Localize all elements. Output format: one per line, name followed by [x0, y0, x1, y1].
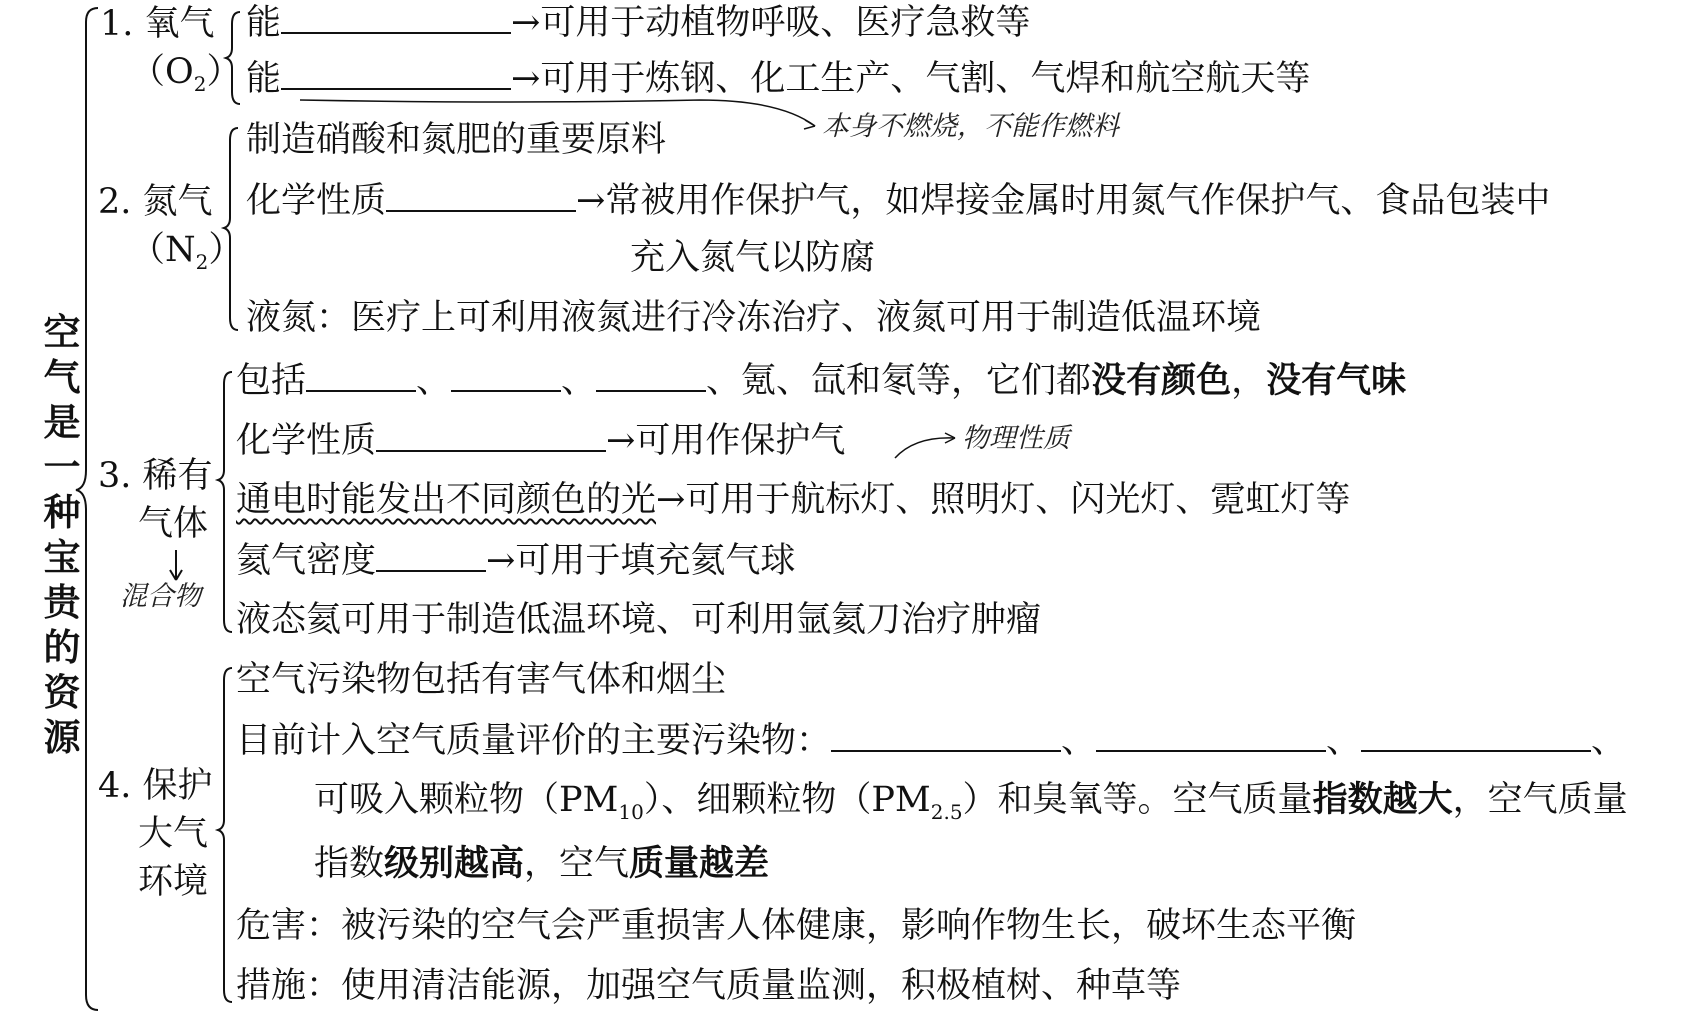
section-oxygen-formula: $(O_2)$ — [130, 52, 242, 96]
root-char: 宝 — [43, 536, 81, 579]
protect-row-2: 目前计入空气质量评价的主要污染物： 、 、 、 — [236, 721, 1627, 761]
noble-row-5: 液态氦可用于制造低温环境、可利用氩氦刀治疗肿瘤 — [236, 600, 1042, 640]
blank-field[interactable] — [376, 420, 606, 452]
oxygen-note: 本身不燃烧，不能作燃料 — [822, 111, 1119, 142]
blank-field[interactable] — [451, 360, 561, 392]
root-char: 源 — [43, 716, 81, 759]
blank-field[interactable] — [376, 540, 486, 572]
oxygen-row-1: 能 →可用于动植物呼吸、医疗急救等 — [246, 3, 1031, 43]
root-char: 贵 — [43, 581, 81, 624]
blank-field[interactable] — [386, 180, 576, 212]
noble-row-4: 氦气密度 →可用于填充氦气球 — [236, 541, 796, 581]
noble-row-3: 通电时能发出不同颜色的光→可用于航标灯、照明灯、闪光灯、霓虹灯等 — [236, 480, 1351, 520]
blank-field[interactable] — [281, 2, 511, 34]
root-char: 是 — [43, 401, 81, 444]
root-char: 一 — [43, 446, 81, 489]
blank-field[interactable] — [306, 360, 416, 392]
nitrogen-row-1: 制造硝酸和氮肥的重要原料 — [246, 120, 667, 160]
blank-field[interactable] — [831, 720, 1061, 752]
section-nitrogen-formula: $(N_2)$ — [130, 230, 244, 274]
section-nitrogen-label: 2. 氮气 — [98, 182, 213, 222]
root-title — [40, 310, 84, 760]
blank-field[interactable] — [596, 360, 706, 392]
section-protect-label-1: 4. 保护 — [98, 766, 213, 806]
blank-field[interactable] — [1361, 720, 1591, 752]
protect-row-3: 可吸入颗粒物$(PM_{10})$、细颗粒物$(PM_{2.5})$和臭氧等。空气质量指数越大，空气质量 — [314, 779, 1628, 824]
mixture-note: 混合物 — [120, 581, 201, 612]
oxygen-row-2: 能 →可用于炼钢、化工生产、气割、气焊和航空航天等 — [246, 59, 1311, 99]
noble-row-1: 包括 、 、 、氪、氙和氡等，它们都没有颜色，没有气味 — [236, 360, 1407, 401]
blank-field[interactable] — [1096, 720, 1326, 752]
root-char: 的 — [43, 626, 81, 669]
root-char: 种 — [43, 491, 81, 534]
section-noble-label-1: 3. 稀有 — [98, 456, 213, 496]
nitrogen-row-2-cont: 充入氮气以防腐 — [630, 238, 876, 278]
root-char: 资 — [43, 671, 81, 714]
brace-protection — [218, 668, 232, 1002]
protect-row-1: 空气污染物包括有害气体和烟尘 — [236, 660, 727, 700]
blank-field[interactable] — [281, 58, 511, 90]
section-protect-label-2: 大气 — [138, 814, 209, 854]
protect-row-6: 措施：使用清洁能源，加强空气质量监测，积极植树、种草等 — [236, 966, 1182, 1006]
nitrogen-row-3: 液氮：医疗上可利用液氮进行冷冻治疗、液氮可用于制造低温环境 — [246, 298, 1262, 338]
root-char: 空 — [43, 311, 81, 354]
section-protect-label-3: 环境 — [138, 862, 209, 902]
note-curve-noble — [895, 438, 955, 458]
nitrogen-row-2: 化学性质 →常被用作保护气，如焊接金属时用氮气作保护气、食品包装中 — [246, 181, 1551, 221]
section-noble-label-2: 气体 — [138, 504, 209, 544]
protect-row-5: 危害：被污染的空气会严重损害人体健康，影响作物生长，破坏生态平衡 — [236, 906, 1357, 946]
brace-noble-gas — [218, 372, 232, 632]
protect-row-4: 指数级别越高，空气质量越差 — [314, 843, 770, 884]
noble-row-2: 化学性质 →可用作保护气 — [236, 421, 846, 461]
root-char: 气 — [43, 356, 81, 399]
noble-physical-note: 物理性质 — [962, 423, 1070, 454]
section-oxygen-label: 1. 氧气 — [100, 4, 215, 44]
